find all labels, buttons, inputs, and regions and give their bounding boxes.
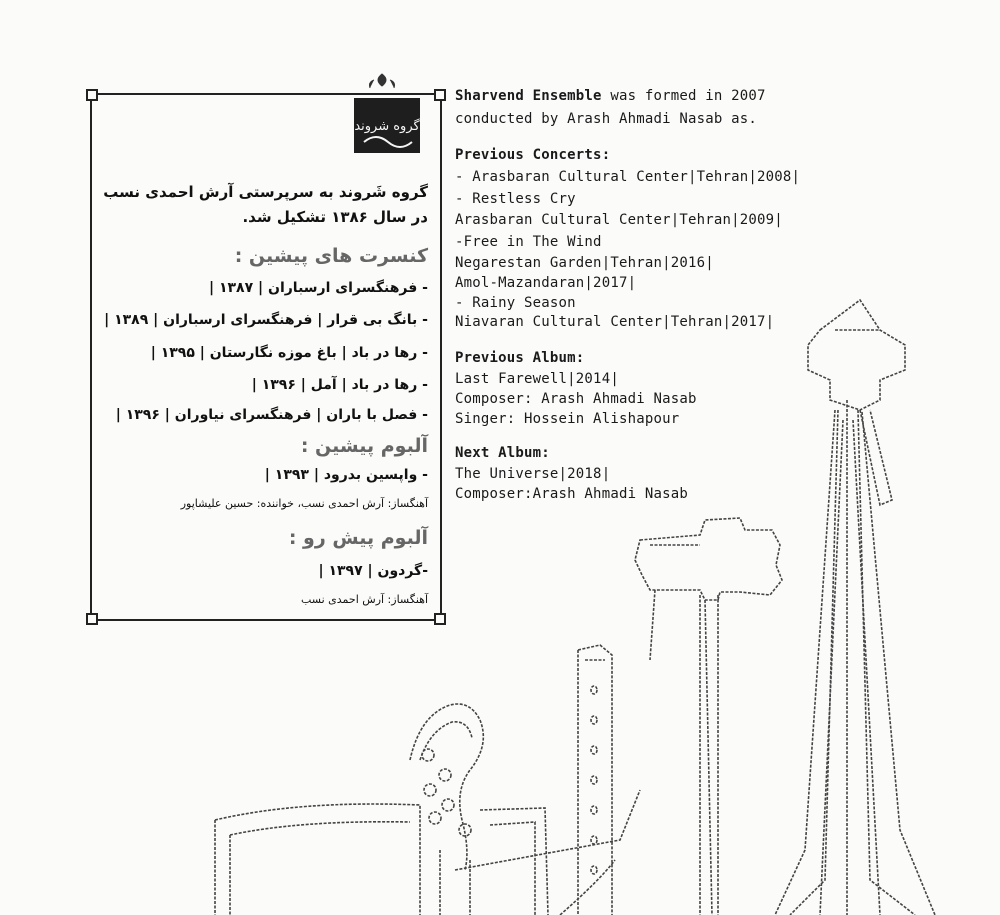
english-prev-album-heading: Previous Album: xyxy=(455,350,585,366)
english-prev-album-line: Last Farewell|2014| xyxy=(455,371,619,387)
persian-concert-item: - رها در باد | آمل | ۱۳۹۶ | xyxy=(251,377,428,393)
tall-lute-drawing xyxy=(775,300,935,915)
english-intro-line1 xyxy=(455,88,766,104)
english-next-album-line: Composer:Arash Ahmadi Nasab xyxy=(455,486,688,502)
persian-info-box xyxy=(90,93,442,621)
drum-frame-drawing xyxy=(215,804,548,915)
ney-flute-drawing xyxy=(578,645,612,915)
english-concerts-heading: Previous Concerts: xyxy=(455,147,611,163)
english-prev-album-line: Singer: Hossein Alishapour xyxy=(455,411,680,427)
persian-prev-album-heading: آلبوم پیشین : xyxy=(300,435,428,457)
box-corner xyxy=(434,89,446,101)
sharvend-logo xyxy=(352,70,422,160)
persian-concert-item: - بانگ بی قرار | فرهنگسرای ارسباران | ۱۳۸۹ | xyxy=(104,312,428,328)
persian-concerts-heading: کنسرت های پیشین : xyxy=(234,245,428,267)
scroll-head-drawing xyxy=(410,704,640,915)
box-corner xyxy=(86,613,98,625)
english-concert-line: Negarestan Garden|Tehran|2016| xyxy=(455,255,714,271)
persian-concert-item: - فرهنگسرای ارسباران | ۱۳۸۷ | xyxy=(208,280,428,296)
box-corner xyxy=(86,89,98,101)
kamancheh-drawing xyxy=(635,518,782,915)
persian-prev-album-credits: آهنگساز: آرش احمدی نسب، خواننده: حسین علیشاپور xyxy=(180,497,428,510)
english-next-album-line: The Universe|2018| xyxy=(455,466,611,482)
persian-concert-item: - رها در باد | باغ موزه نگارستان | ۱۳۹۵ | xyxy=(150,345,428,361)
persian-prev-album: - واپسین بدرود | ۱۳۹۳ | xyxy=(264,467,428,483)
english-concert-line: Arasbaran Cultural Center|Tehran|2009| xyxy=(455,212,783,228)
english-intro-line2: conducted by Arash Ahmadi Nasab as. xyxy=(455,111,758,127)
box-corner xyxy=(434,613,446,625)
english-concert-line: - Arasbaran Cultural Center|Tehran|2008| xyxy=(455,169,801,185)
persian-next-album: -گردون | ۱۳۹۷ | xyxy=(318,563,428,579)
english-concert-line: - Rainy Season xyxy=(455,295,576,311)
english-prev-album-line: Composer: Arash Ahmadi Nasab xyxy=(455,391,697,407)
english-concert-line: Amol-Mazandaran|2017| xyxy=(455,275,637,291)
english-next-album-heading: Next Album: xyxy=(455,445,550,461)
persian-concert-item: - فصل با باران | فرهنگسرای نیاوران | ۱۳۹۶ | xyxy=(115,407,428,423)
english-concert-line: Niavaran Cultural Center|Tehran|2017| xyxy=(455,314,775,330)
english-concert-line: -Free in The Wind xyxy=(455,234,602,250)
persian-next-album-credits: آهنگساز: آرش احمدی نسب xyxy=(301,593,428,606)
ensemble-name: Sharvend Ensemble xyxy=(455,88,602,104)
persian-next-album-heading: آلبوم پیش رو : xyxy=(288,527,428,549)
persian-intro: گروه شَروند به سرپرستی آرش احمدی نسب در سال ۱۳۸۶ تشکیل شد. xyxy=(103,183,428,226)
svg-text:گروه شروند: گروه شروند xyxy=(354,119,420,134)
english-concert-line: - Restless Cry xyxy=(455,191,576,207)
intro-rest: was formed in 2007 xyxy=(601,88,766,104)
